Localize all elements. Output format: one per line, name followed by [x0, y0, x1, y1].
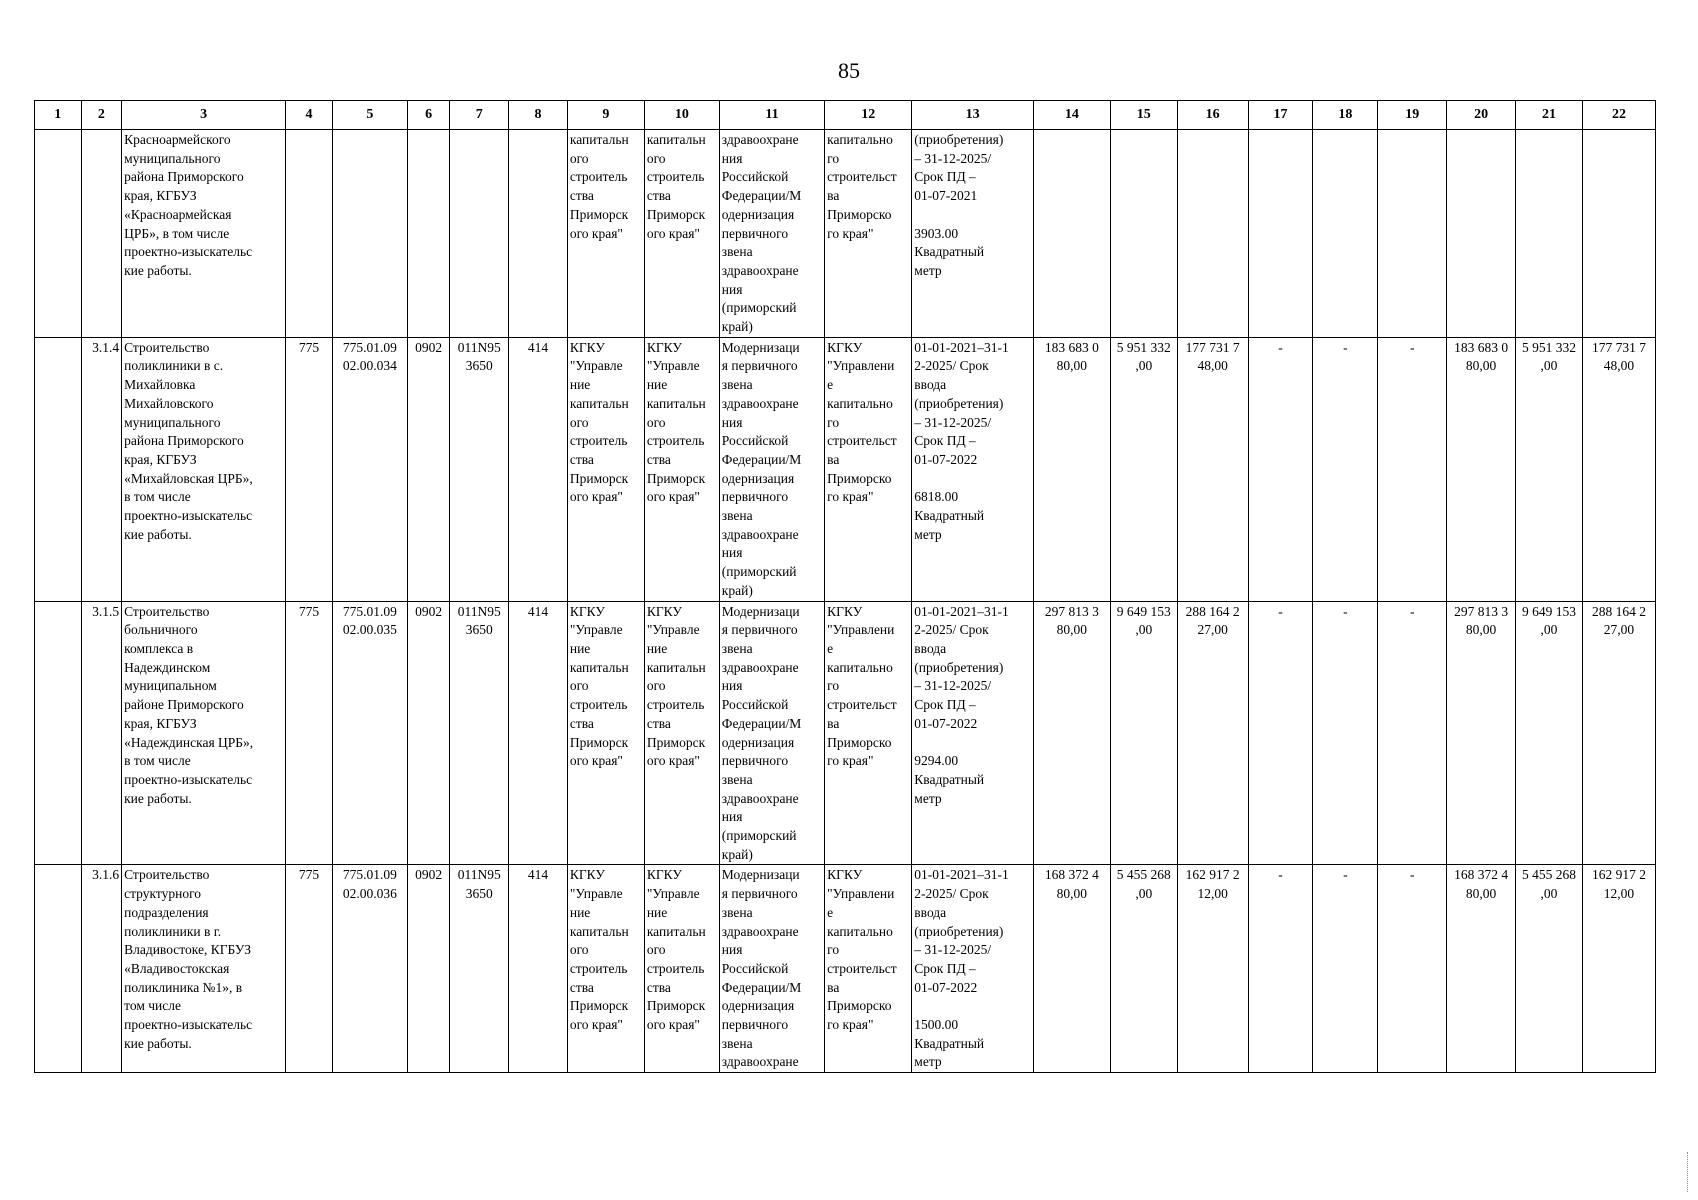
col-8-code: 414	[509, 337, 568, 601]
header-cell: 6	[407, 101, 450, 130]
amount-total: 168 372 4 80,00	[1033, 865, 1110, 1073]
project-cell: здравоохране ния Российской Федерации/М одернизация первичного звена здравоохране ния (приморский край)	[719, 130, 824, 338]
object-name: Строительство поликлиники в с. Михайловка Михайловского муниципального района Приморского края, КГБУЗ «Михайловская ЦРБ», в том числе проектно-изыскательс кие работы.	[122, 337, 286, 601]
project-cell: Модернизаци я первичного звена здравоохране ния Российской Федерации/М одернизация первичного звена здравоохране ния (приморский край)	[719, 601, 824, 865]
header-cell: 21	[1516, 101, 1583, 130]
organization-cell: КГКУ "Управлени е капитально го строительст ва Приморско го края"	[825, 865, 912, 1073]
customer-cell: КГКУ "Управле ние капитальн ого строитель ства Приморск ого края"	[567, 337, 644, 601]
amount-regional: 5 455 268 ,00	[1110, 865, 1177, 1073]
amount-total-2: 183 683 0 80,00	[1447, 337, 1516, 601]
col-6-code: 0902	[407, 865, 450, 1073]
col-4-code	[286, 130, 333, 338]
amount-federal-2: 177 731 7 48,00	[1582, 337, 1655, 601]
item-number: 3.1.6	[81, 865, 122, 1073]
term-capacity-cell: 01-01-2021–31-1 2-2025/ Срок ввода (приобретения) – 31-12-2025/ Срок ПД – 01-07-2022 9294.00 Квадратный метр	[912, 601, 1034, 865]
col-6-code	[407, 130, 450, 338]
col-4-code: 775	[286, 337, 333, 601]
col-8-code	[509, 130, 568, 338]
amount-regional-2	[1516, 130, 1583, 338]
header-cell: 14	[1033, 101, 1110, 130]
col-7-code	[450, 130, 509, 338]
header-cell: 3	[122, 101, 286, 130]
amount-total-2: 297 813 3 80,00	[1447, 601, 1516, 865]
col-1-cell	[35, 601, 82, 865]
item-number	[81, 130, 122, 338]
header-cell: 1	[35, 101, 82, 130]
amount-regional: 5 951 332 ,00	[1110, 337, 1177, 601]
col-4-code: 775	[286, 601, 333, 865]
header-cell: 20	[1447, 101, 1516, 130]
table-row	[35, 601, 1656, 865]
amount-regional-2: 9 649 153 ,00	[1516, 601, 1583, 865]
col-5-code: 775.01.09 02.00.035	[332, 601, 407, 865]
col-4-code: 775	[286, 865, 333, 1073]
amount-total	[1033, 130, 1110, 338]
developer-cell: КГКУ "Управле ние капитальн ого строитель ства Приморск ого края"	[644, 601, 719, 865]
header-cell: 7	[450, 101, 509, 130]
project-cell: Модернизаци я первичного звена здравоохране ния Российской Федерации/М одернизация первичного звена здравоохране	[719, 865, 824, 1073]
developer-cell: капитальн ого строитель ства Приморск ого края"	[644, 130, 719, 338]
amount-regional	[1110, 130, 1177, 338]
col-19-value: -	[1378, 601, 1447, 865]
col-17-value: -	[1248, 865, 1313, 1073]
col-7-code: 011N95 3650	[450, 601, 509, 865]
col-19-value	[1378, 130, 1447, 338]
header-cell: 18	[1313, 101, 1378, 130]
amount-federal-2: 162 917 2 12,00	[1582, 865, 1655, 1073]
organization-cell: КГКУ "Управлени е капитально го строительст ва Приморско го края"	[825, 601, 912, 865]
col-1-cell	[35, 337, 82, 601]
item-number: 3.1.5	[81, 601, 122, 865]
header-cell: 11	[719, 101, 824, 130]
header-cell: 17	[1248, 101, 1313, 130]
object-name: Красноармейского муниципального района Приморского края, КГБУЗ «Красноармейская ЦРБ», в том числе проектно-изыскательс кие работы.	[122, 130, 286, 338]
col-6-code: 0902	[407, 337, 450, 601]
amount-total-2	[1447, 130, 1516, 338]
col-5-code	[332, 130, 407, 338]
amount-federal-2: 288 164 2 27,00	[1582, 601, 1655, 865]
page-number: 85	[838, 58, 860, 83]
header-cell: 15	[1110, 101, 1177, 130]
developer-cell: КГКУ "Управле ние капитальн ого строитель ства Приморск ого края"	[644, 337, 719, 601]
header-cell: 22	[1582, 101, 1655, 130]
amount-total: 297 813 3 80,00	[1033, 601, 1110, 865]
col-18-value: -	[1313, 865, 1378, 1073]
table-row	[35, 865, 1656, 1073]
col-19-value: -	[1378, 865, 1447, 1073]
amount-federal: 288 164 2 27,00	[1177, 601, 1248, 865]
amount-regional-2: 5 951 332 ,00	[1516, 337, 1583, 601]
customer-cell: КГКУ "Управле ние капитальн ого строитель ства Приморск ого края"	[567, 601, 644, 865]
term-capacity-cell: 01-01-2021–31-1 2-2025/ Срок ввода (приобретения) – 31-12-2025/ Срок ПД – 01-07-2022 6818.00 Квадратный метр	[912, 337, 1034, 601]
col-7-code: 011N95 3650	[450, 865, 509, 1073]
amount-regional-2: 5 455 268 ,00	[1516, 865, 1583, 1073]
table-row	[35, 337, 1656, 601]
amount-federal	[1177, 130, 1248, 338]
col-7-code: 011N95 3650	[450, 337, 509, 601]
col-1-cell	[35, 865, 82, 1073]
header-cell: 12	[825, 101, 912, 130]
customer-cell: КГКУ "Управле ние капитальн ого строитель ства Приморск ого края"	[567, 865, 644, 1073]
amount-federal-2	[1582, 130, 1655, 338]
object-name: Строительство структурного подразделения поликлиники в г. Владивостоке, КГБУЗ «Владивостокская поликлиника №1», в том числе проектно-изыскательс кие работы.	[122, 865, 286, 1073]
col-8-code: 414	[509, 601, 568, 865]
object-name: Строительство больничного комплекса в Надеждинском муниципальном районе Приморского края, КГБУЗ «Надеждинская ЦРБ», в том числе проектно-изыскательс кие работы.	[122, 601, 286, 865]
col-18-value: -	[1313, 337, 1378, 601]
term-capacity-cell: (приобретения) – 31-12-2025/ Срок ПД – 01-07-2021 3903.00 Квадратный метр	[912, 130, 1034, 338]
col-8-code: 414	[509, 865, 568, 1073]
table-row	[35, 130, 1656, 338]
scan-artifact-line	[1687, 1152, 1690, 1192]
header-cell: 16	[1177, 101, 1248, 130]
customer-cell: капитальн ого строитель ства Приморск ого края"	[567, 130, 644, 338]
amount-federal: 162 917 2 12,00	[1177, 865, 1248, 1073]
term-capacity-cell: 01-01-2021–31-1 2-2025/ Срок ввода (приобретения) – 31-12-2025/ Срок ПД – 01-07-2022 1500.00 Квадратный метр	[912, 865, 1034, 1073]
developer-cell: КГКУ "Управле ние капитальн ого строитель ства Приморск ого края"	[644, 865, 719, 1073]
col-18-value: -	[1313, 601, 1378, 865]
project-cell: Модернизаци я первичного звена здравоохране ния Российской Федерации/М одернизация первичного звена здравоохране ния (приморский край)	[719, 337, 824, 601]
header-cell: 10	[644, 101, 719, 130]
header-cell: 9	[567, 101, 644, 130]
col-1-cell	[35, 130, 82, 338]
col-17-value	[1248, 130, 1313, 338]
header-cell: 8	[509, 101, 568, 130]
header-cell: 19	[1378, 101, 1447, 130]
amount-federal: 177 731 7 48,00	[1177, 337, 1248, 601]
col-17-value: -	[1248, 337, 1313, 601]
amount-regional: 9 649 153 ,00	[1110, 601, 1177, 865]
organization-cell: капитально го строительст ва Приморско го края"	[825, 130, 912, 338]
amount-total: 183 683 0 80,00	[1033, 337, 1110, 601]
col-6-code: 0902	[407, 601, 450, 865]
budget-table	[34, 100, 1656, 1073]
header-cell: 5	[332, 101, 407, 130]
header-cell: 4	[286, 101, 333, 130]
organization-cell: КГКУ "Управлени е капитально го строительст ва Приморско го края"	[825, 337, 912, 601]
col-17-value: -	[1248, 601, 1313, 865]
col-19-value: -	[1378, 337, 1447, 601]
header-cell: 2	[81, 101, 122, 130]
header-cell: 13	[912, 101, 1034, 130]
col-5-code: 775.01.09 02.00.036	[332, 865, 407, 1073]
col-5-code: 775.01.09 02.00.034	[332, 337, 407, 601]
item-number: 3.1.4	[81, 337, 122, 601]
col-18-value	[1313, 130, 1378, 338]
amount-total-2: 168 372 4 80,00	[1447, 865, 1516, 1073]
header-row	[35, 101, 1656, 130]
